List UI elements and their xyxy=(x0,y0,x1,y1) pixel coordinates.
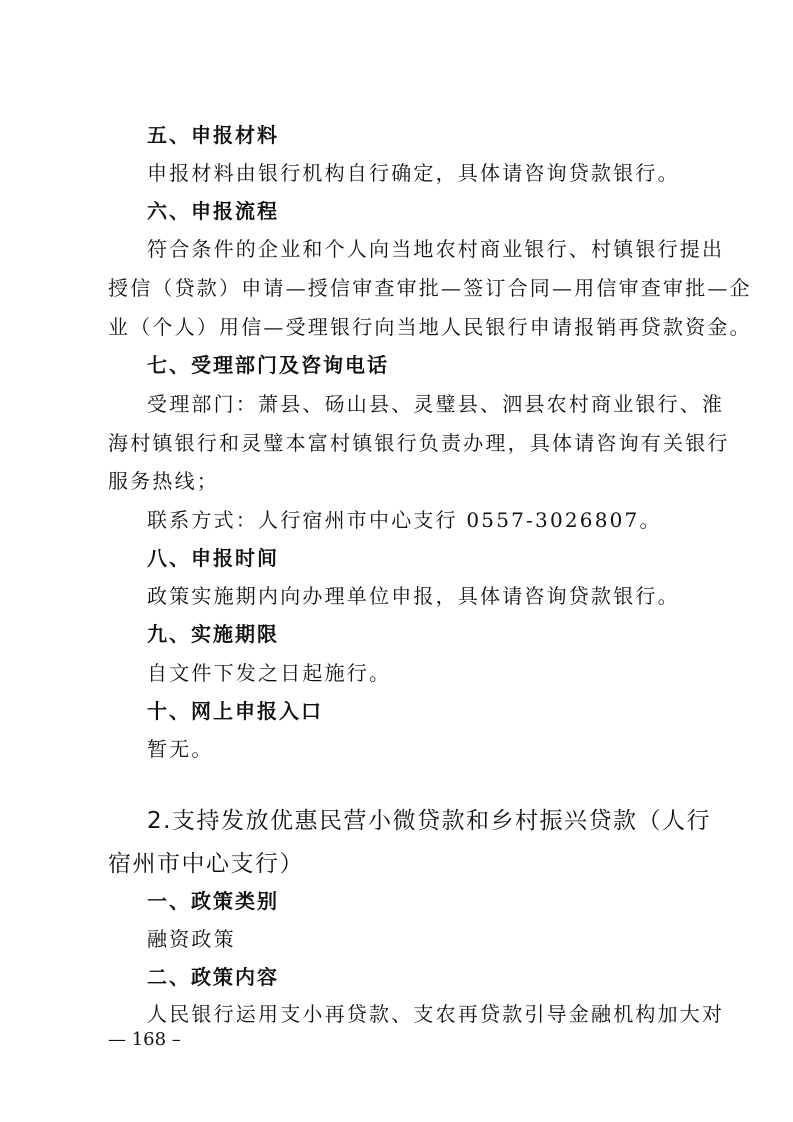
section-heading-time: 八、申报时间 xyxy=(147,546,279,570)
section-text-process-line1: 符合条件的企业和个人向当地农村商业银行、村镇银行提出 xyxy=(147,237,725,261)
section-text-process-line2: 授信（贷款）申请—授信审查审批—签订合同—用信审查审批—企 xyxy=(108,276,752,300)
section-text-online-entry: 暂无。 xyxy=(147,737,214,761)
section-heading-process: 六、申报流程 xyxy=(147,199,279,223)
section-heading-period: 九、实施期限 xyxy=(147,622,279,646)
page-number: — 168 – xyxy=(108,1029,181,1050)
section-text-materials: 申报材料由银行机构自行确定，具体请咨询贷款银行。 xyxy=(147,161,680,185)
section-text-contact: 联系方式：人行宿州市中心支行 0557-3026807。 xyxy=(147,508,662,532)
section-heading-content: 二、政策内容 xyxy=(147,965,279,989)
section-text-process-line3: 业（个人）用信—受理银行向当地人民银行申请报销再贷款资金。 xyxy=(108,315,752,339)
section-heading-online-entry: 十、网上申报入口 xyxy=(147,699,323,723)
section-heading-category: 一、政策类别 xyxy=(147,889,279,913)
section-text-category: 融资政策 xyxy=(147,927,236,951)
policy-title-line1: 2.支持发放优惠民营小微贷款和乡村振兴贷款（人行 xyxy=(147,808,711,834)
section-text-content: 人民银行运用支小再贷款、支农再贷款引导金融机构加大对 xyxy=(147,1002,725,1026)
section-text-department-line2: 海村镇银行和灵璧本富村镇银行负责办理，具体请咨询有关银行 xyxy=(108,431,730,455)
section-text-department-line1: 受理部门：萧县、砀山县、灵璧县、泗县农村商业银行、淮 xyxy=(147,392,725,416)
section-heading-materials: 五、申报材料 xyxy=(147,123,279,147)
section-text-department-line3: 服务热线； xyxy=(108,469,219,493)
section-text-time: 政策实施期内向办理单位申报，具体请咨询贷款银行。 xyxy=(147,584,680,608)
section-text-period: 自文件下发之日起施行。 xyxy=(147,661,392,685)
section-heading-department: 七、受理部门及咨询电话 xyxy=(147,353,389,377)
policy-title-line2: 宿州市中心支行） xyxy=(108,851,304,877)
